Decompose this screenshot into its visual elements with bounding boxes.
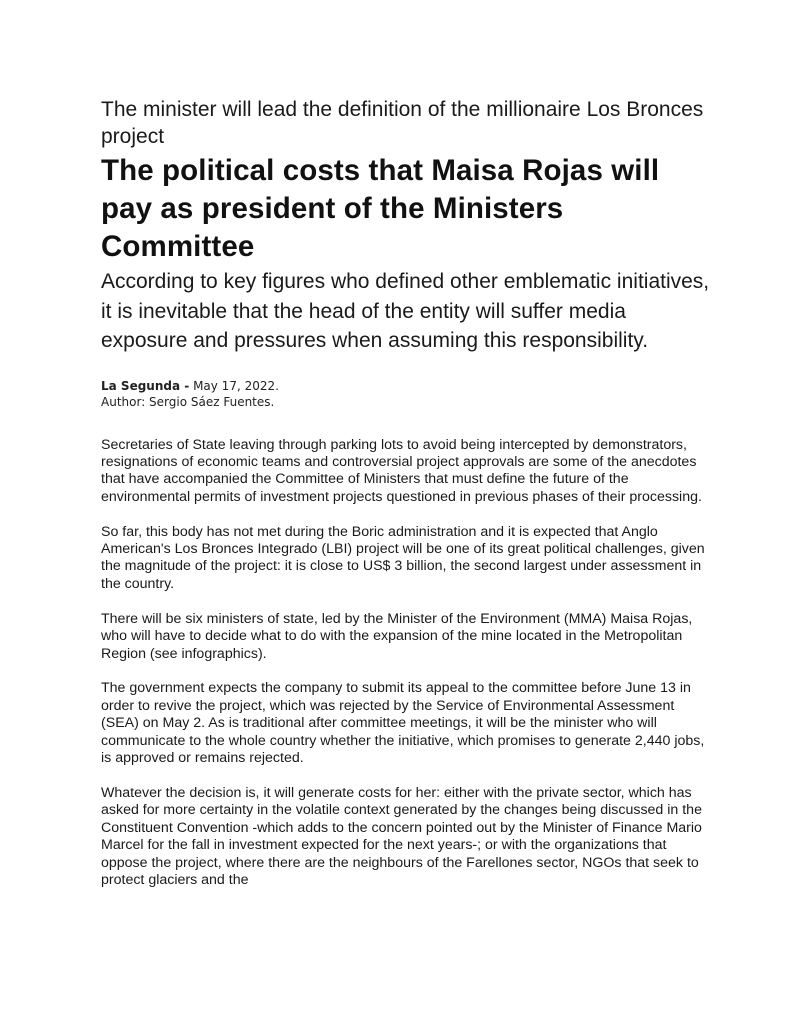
article-byline bbox=[101, 378, 711, 410]
body-paragraph: There will be six ministers of state, led by the Minister of the Environment (MMA) Maisa Rojas, who will have to decide what to do with the expansion of the mine located in the Metropolitan Region (see infographics). bbox=[101, 610, 693, 662]
body-paragraph: So far, this body has not met during the Boric administration and it is expected that Anglo American's Los Bronces Integrado (LBI) project will be one of its great political challenges, given the magnitude of the project: it is close to US$ 3 billion, the second largest under assessment in the country. bbox=[101, 523, 705, 592]
source-line bbox=[101, 378, 711, 394]
publication-name: La Segunda - bbox=[101, 378, 190, 393]
publication-date: May 17, 2022. bbox=[193, 378, 279, 393]
document-page bbox=[101, 96, 711, 907]
article-body bbox=[101, 437, 711, 890]
article-deck: According to key figures who defined other emblematic initiatives, it is inevitable that the head of the entity will suffer media exposure and pressures when assuming this responsibility. bbox=[101, 270, 710, 352]
article-kicker: The minister will lead the definition of the millionaire Los Bronces project bbox=[101, 98, 704, 148]
article-headline: The political costs that Maisa Rojas will pay as president of the Ministers Committee bbox=[101, 154, 660, 263]
body-paragraph: The government expects the company to submit its appeal to the committee before June 13 in order to revive the project, which was rejected by the Service of Environmental Assessment (SEA) on May 2. As is traditional after committee meetings, it will be the minister who will communicate to the whole country whether the initiative, which promises to generate 2,440 jobs, is approved or remains rejected. bbox=[101, 680, 705, 767]
author-line: Author: Sergio Sáez Fuentes. bbox=[101, 394, 275, 409]
body-paragraph: Whatever the decision is, it will generate costs for her: either with the private sector, which has asked for more certainty in the volatile context generated by the changes being discussed in the Constituent Convention -which adds to the concern pointed out by the Minister of Finance Mario Marcel for the fall in investment expected for the next years-; or with the organizations that oppose the project, where there are the neighbours of the Farellones sector, NGOs that seek to protect glaciers and the bbox=[101, 785, 702, 889]
body-paragraph: Secretaries of State leaving through parking lots to avoid being intercepted by demonstrators, resignations of economic teams and controversial project approvals are some of the anecdotes that have accompanied the Committee of Ministers that must define the future of the environmental permits of investment projects questioned in previous phases of their processing. bbox=[101, 436, 702, 505]
